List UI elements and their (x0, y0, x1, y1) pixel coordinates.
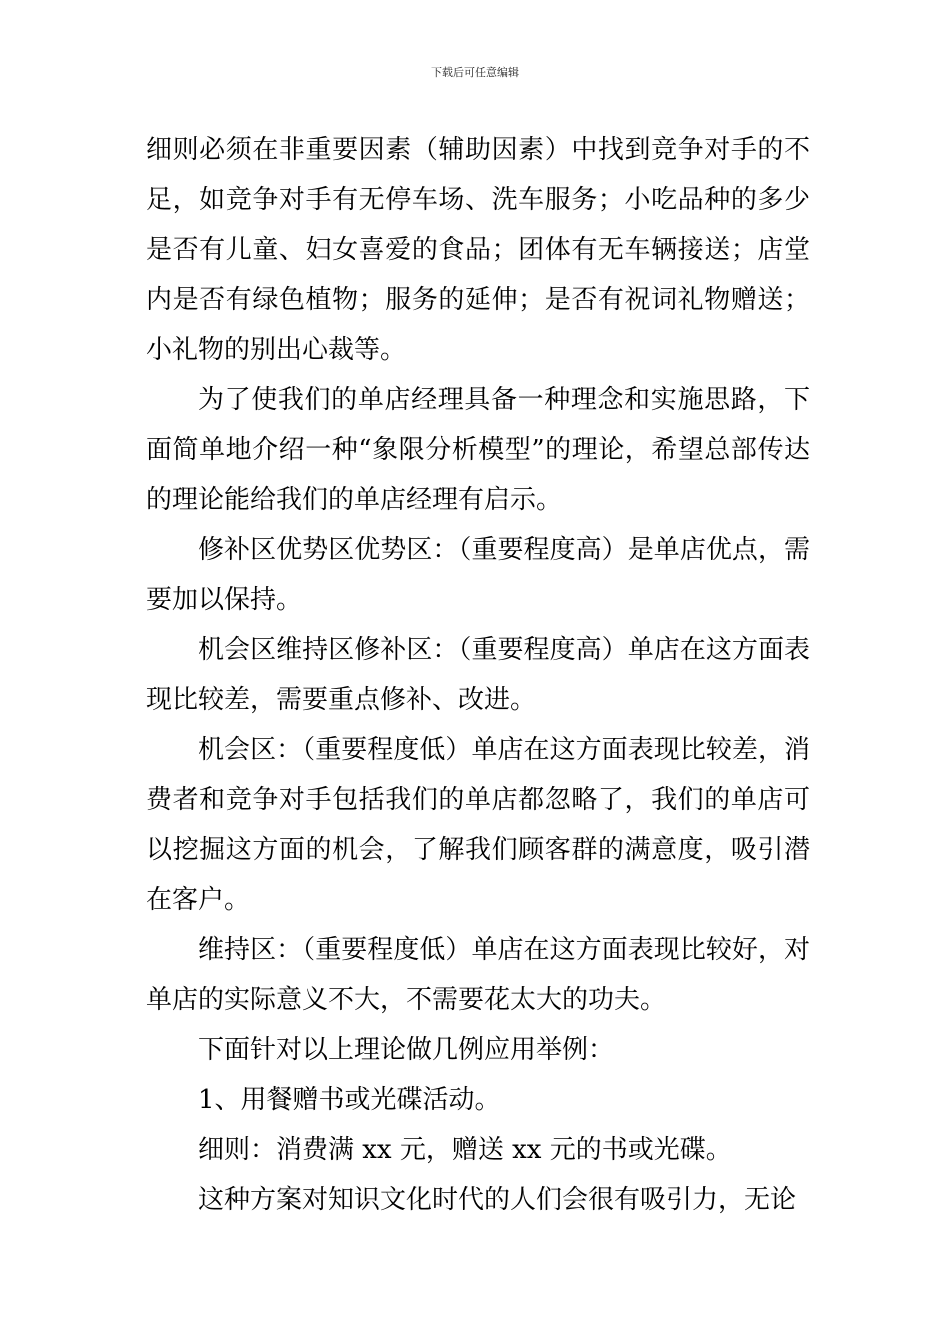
paragraph-quadrant-intro: 为了使我们的单店经理具备一种理念和实施思路，下面简单地介绍一种“象限分析模型”的理论，希望总部传达的理论能给我们的单店经理有启示。 (146, 385, 810, 515)
paragraph-examples-intro: 下面针对以上理论做几例应用举例： (198, 1035, 615, 1065)
paragraph-example-1-title: 1、用餐赠书或光碟活动。 (198, 1085, 501, 1115)
paragraph-example-1-detail: 细则：消费满 xx 元，赠送 xx 元的书或光碟。 (198, 1135, 732, 1165)
paragraph-opportunity-zone: 机会区：（重要程度低）单店在这方面表现比较差，消费者和竞争对手包括我们的单店都忽略了，我们的单店可以挖掘这方面的机会，了解我们顾客群的满意度，吸引潜在客户。 (146, 735, 810, 915)
paragraph-repair-zone: 机会区维持区修补区：（重要程度高）单店在这方面表现比较差，需要重点修补、改进。 (146, 635, 810, 715)
paragraph-example-1-analysis: 这种方案对知识文化时代的人们会很有吸引力，无论 (198, 1185, 797, 1215)
paragraph-continuation: 细则必须在非重要因素（辅助因素）中找到竞争对手的不足，如竞争对手有无停车场、洗车服务；小吃品种的多少是否有儿童、妇女喜爱的食品；团体有无车辆接送；店堂内是否有绿色植物；服务的延伸；是否有祝词礼物赠送；小礼物的别出心裁等。 (146, 135, 810, 365)
document-body (146, 125, 810, 1225)
page-header: 下载后可任意编辑 (431, 66, 519, 79)
paragraph-maintain-zone: 维持区：（重要程度低）单店在这方面表现比较好，对单店的实际意义不大，不需要花太大的功夫。 (146, 935, 810, 1015)
paragraph-advantage-zone: 修补区优势区优势区：（重要程度高）是单店优点，需要加以保持。 (146, 535, 810, 615)
